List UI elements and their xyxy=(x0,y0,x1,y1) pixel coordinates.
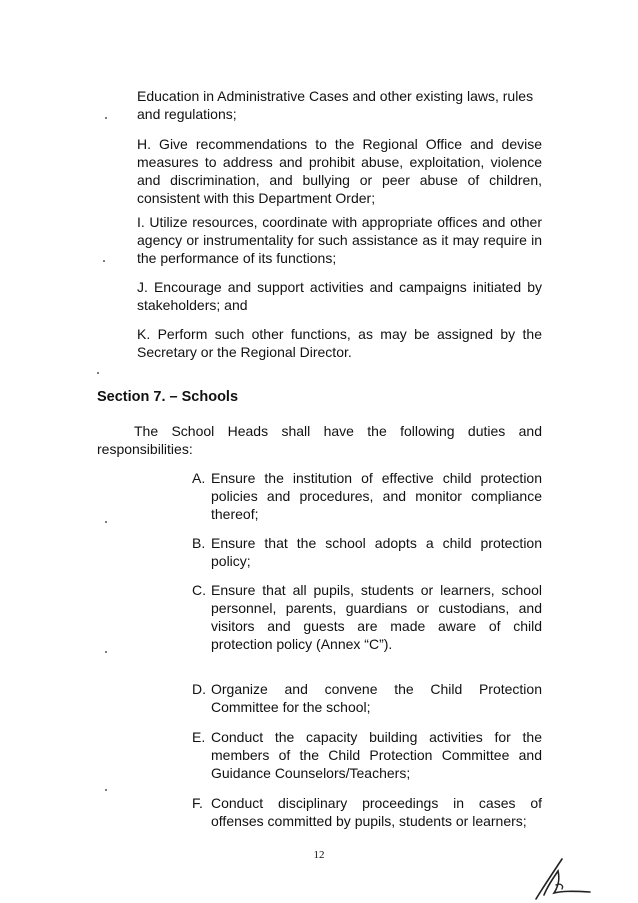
list-text: Conduct disciplinary proceedings in cases of offenses committed by pupils, students or learners; xyxy=(211,795,542,829)
list-item-a xyxy=(192,469,542,523)
signature-initials xyxy=(532,855,594,901)
list-letter: A. xyxy=(192,470,206,486)
list-text: Ensure that all pupils, students or learners, school personnel, parents, guardians or custodians, and visitors and guests are made aware of child protection policy (Annex “C”). xyxy=(211,582,542,652)
list-letter: B. xyxy=(192,535,206,551)
list-letter: C. xyxy=(192,582,206,598)
scan-speck xyxy=(103,260,105,262)
paragraph-j: J. Encourage and support activities and campaigns initiated by stakeholders; and xyxy=(137,279,542,313)
page-number: 12 xyxy=(313,849,325,861)
list-item-c xyxy=(192,581,542,653)
list-letter: F. xyxy=(192,795,203,811)
section-heading: Section 7. – Schools xyxy=(97,389,239,405)
list-letter: D. xyxy=(192,681,206,697)
paragraph-k: K. Perform such other functions, as may be assigned by the Secretary or the Regional Director. xyxy=(137,326,542,360)
list-letter: E. xyxy=(192,729,206,745)
scan-speck xyxy=(105,789,107,791)
paragraph-i: I. Utilize resources, coordinate with appropriate offices and other agency or instrumentality for such assistance as it may require in the performance of its functions; xyxy=(137,214,542,266)
scan-speck xyxy=(105,117,107,119)
list-item-d xyxy=(192,680,542,716)
list-item-e xyxy=(192,728,542,782)
list-text: Ensure that the school adopts a child protection policy; xyxy=(211,535,542,569)
list-item-b xyxy=(192,534,542,570)
list-text: Organize and convene the Child Protection Committee for the school; xyxy=(211,681,542,715)
list-text: Conduct the capacity building activities for the members of the Child Protection Committee and Guidance Counselors/Teachers; xyxy=(211,729,542,781)
paragraph-continuation: Education in Administrative Cases and other existing laws, rules and regulations; xyxy=(137,88,534,122)
paragraph-h: H. Give recommendations to the Regional Office and devise measures to address and prohibit abuse, exploitation, violence and discrimination, and bullying or peer abuse of children, consistent with this Department Order; xyxy=(137,136,542,206)
scan-speck xyxy=(105,651,107,653)
scan-speck xyxy=(97,372,99,374)
scan-speck xyxy=(105,521,107,523)
list-item-f xyxy=(192,794,542,830)
list-text: Ensure the institution of effective child protection policies and procedures, and monitor compliance thereof; xyxy=(211,470,542,522)
section-intro: The School Heads shall have the following duties and responsibilities: xyxy=(97,423,542,457)
